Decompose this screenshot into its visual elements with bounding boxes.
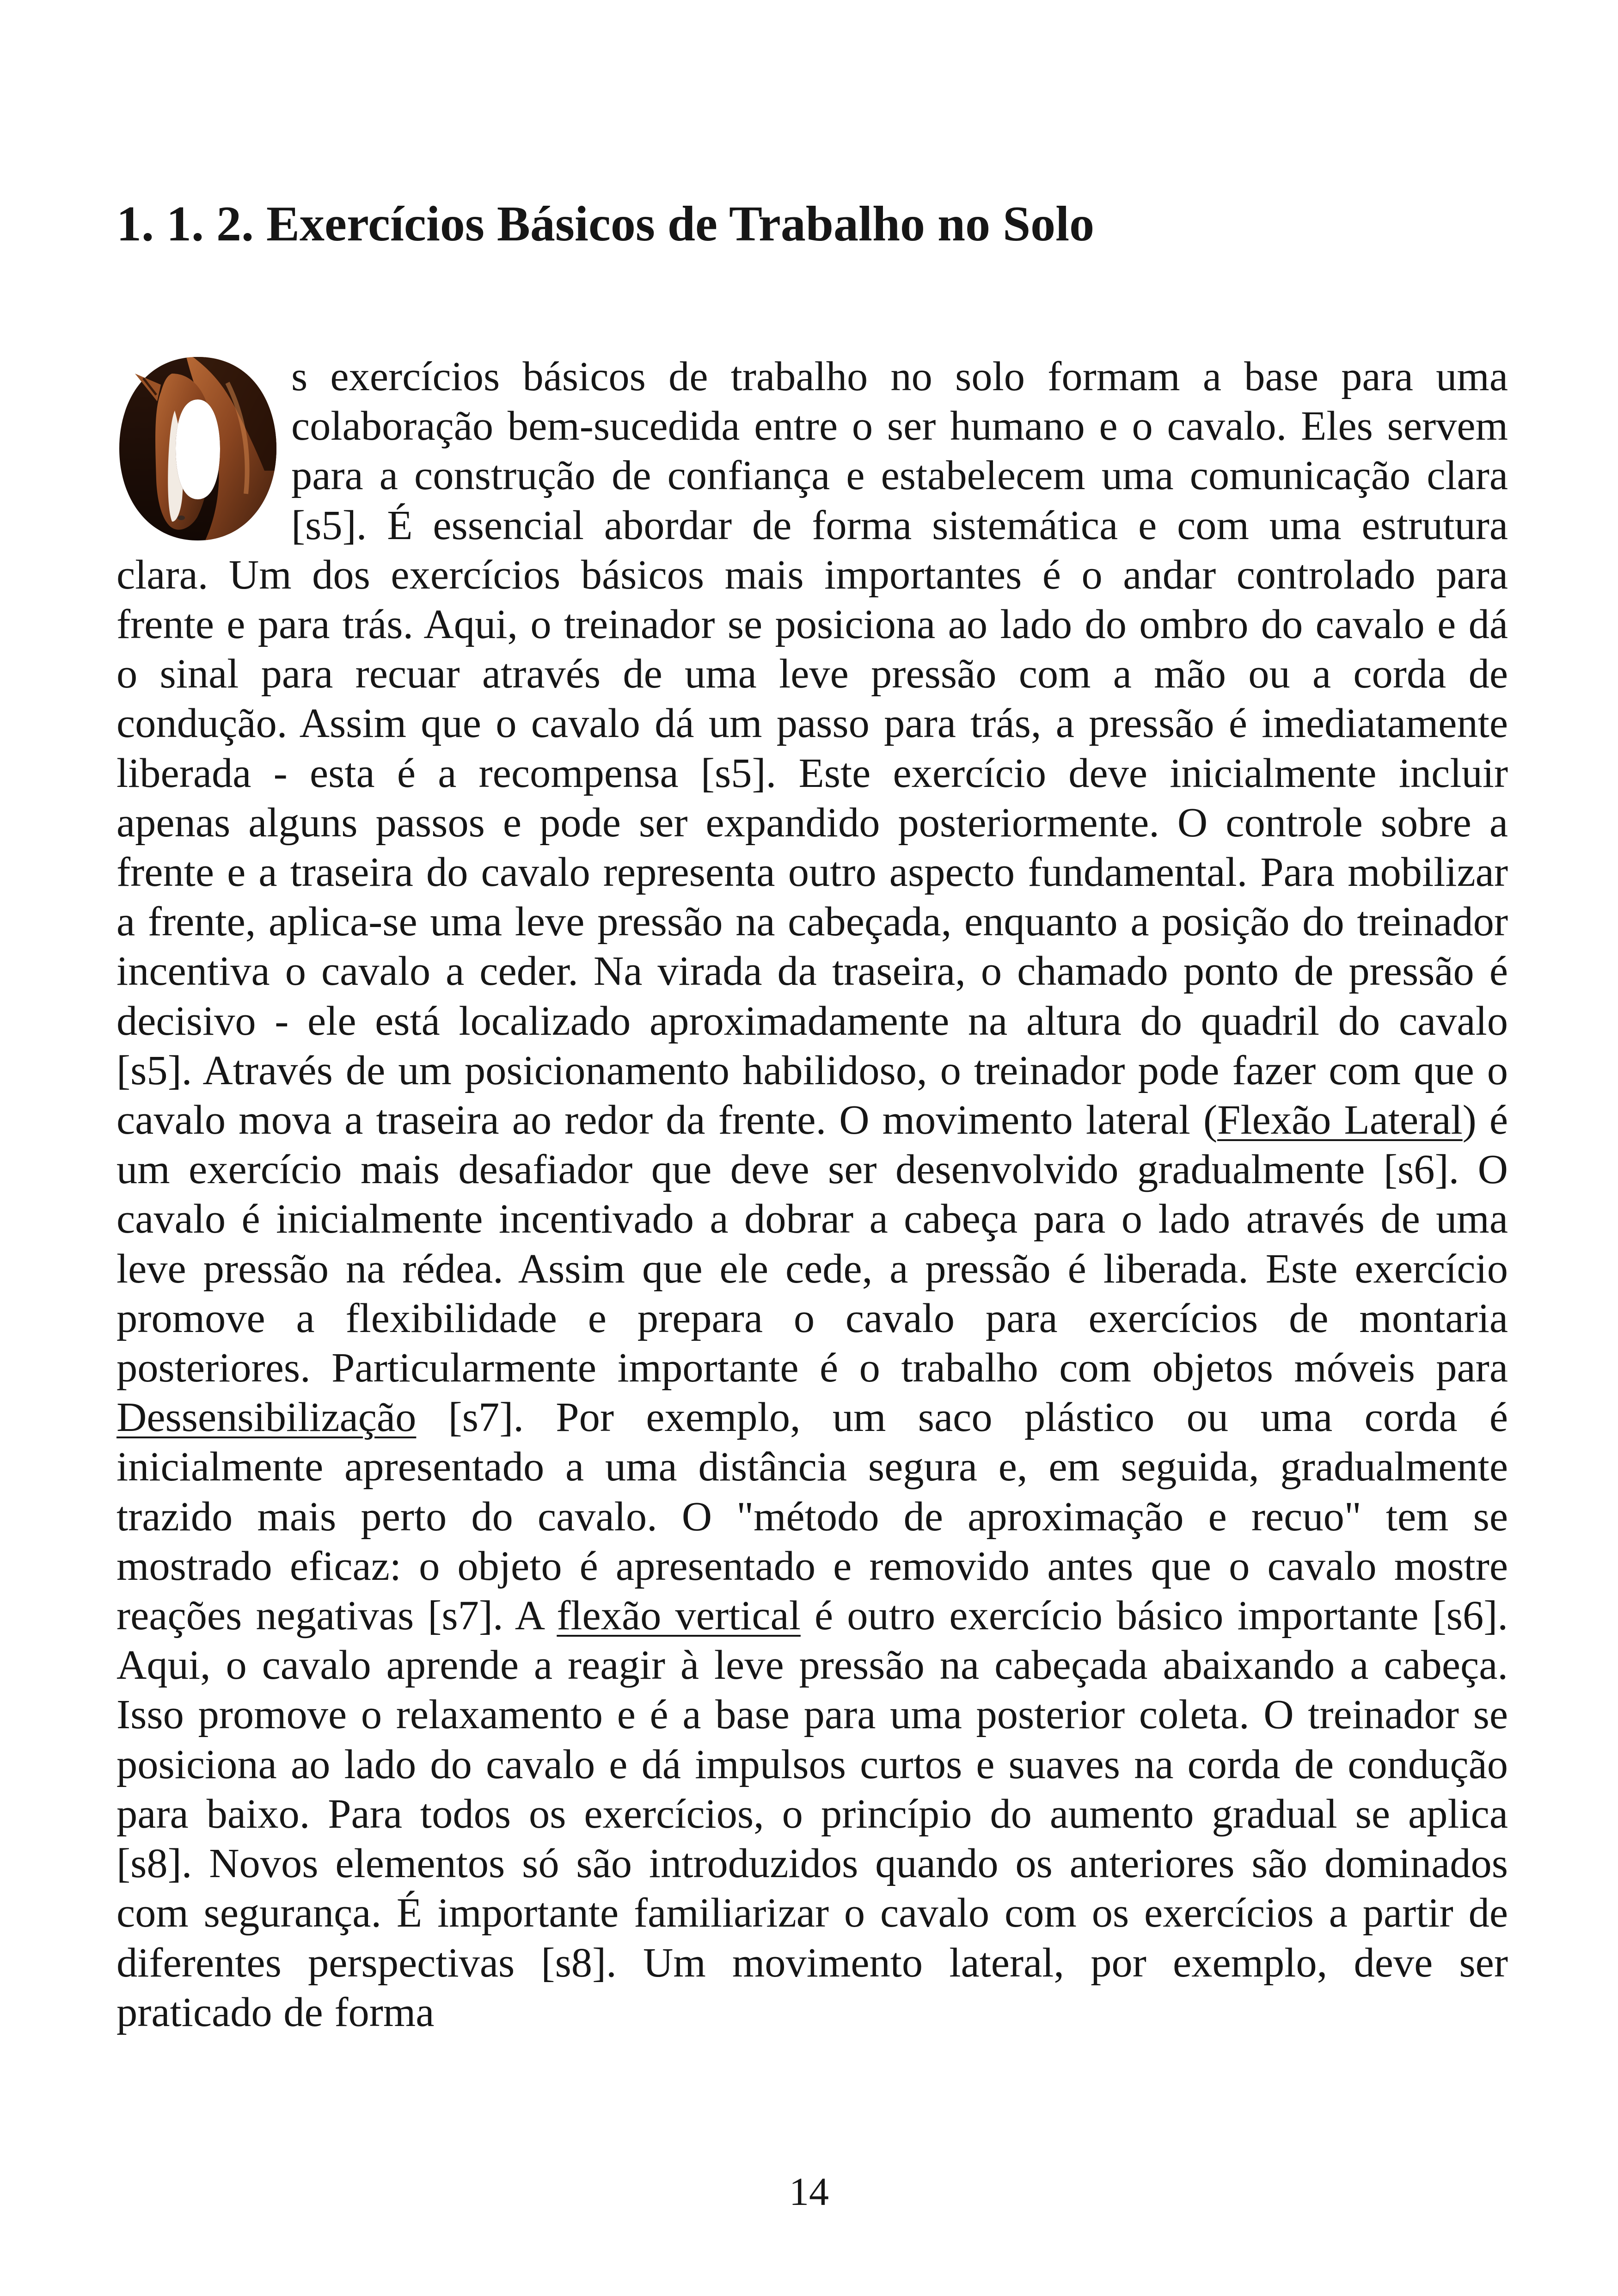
page-number: 14 — [789, 2169, 829, 2214]
section-heading: 1. 1. 2. Exercícios Básicos de Trabalho no Solo — [116, 196, 1095, 252]
body-text-part-4: é outro exercício básico importante [s6]. Aqui, o cavalo aprende a reagir à leve pressão na cabeçada abaixando a cabeça. Isso promove o relaxamento e é a base para uma posterior coleta. O treinador se posiciona ao lado do cavalo e dá impulsos curtos e suaves na corda de condução para baixo. Para todos os exercícios, o princípio do aumento gradual se aplica [s8]. Novos elementos só são introduzidos quando os anteriores são dominados com segurança. É importante familiarizar o cavalo com os exercícios a partir de diferentes perspectivas [s8]. Um movimento lateral, por exemplo, deve ser praticado de forma — [116, 1592, 1508, 2035]
horse-head-icon — [116, 355, 279, 542]
link-flexao-lateral[interactable]: Flexão Lateral — [1217, 1096, 1463, 1143]
link-flexao-vertical[interactable]: flexão vertical — [557, 1592, 801, 1639]
link-dessensibilizacao[interactable]: Dessensibilização — [116, 1394, 417, 1441]
body-text-part-1: s exercícios básicos de trabalho no solo formam a base para uma colaboração bem-sucedida entre o ser humano e o cavalo. Eles servem para a construção de confiança e estabelecem uma comunicação clara [s5]. É essencial abordar de forma sistemática e com uma estrutura clara. Um dos exercícios básicos mais importantes é o andar controlado para frente e para trás. Aqui, o treinador se posiciona ao lado do ombro do cavalo e dá o sinal para recuar através de uma leve pressão com a mão ou a corda de condução. Assim que o cavalo dá um passo para trás, a pressão é imediatamente liberada - esta é a recompensa [s5]. Este exercício deve inicialmente incluir apenas alguns passos e pode ser expandido posteriormente. O controle sobre a frente e a traseira do cavalo representa outro aspecto fundamental. Para mobilizar a frente, aplica-se uma leve pressão na cabeçada, enquanto a posição do treinador incentiva o cavalo a ceder. Na virada da traseira, o chamado ponto de pressão é decisivo - ele está localizado aproximadamente na altura do quadril do cavalo [s5]. Através de um posicionamento habilidoso, o treinador pode fazer com que o cavalo mova a traseira ao redor da frente. O movimento lateral ( — [116, 353, 1508, 1143]
drop-cap-o — [116, 355, 279, 542]
body-paragraph — [116, 351, 1508, 2037]
body-text-part-2: ) é um exercício mais desafiador que deve ser desenvolvido gradualmente [s6]. O cavalo é inicialmente incentivado a dobrar a cabeça para o lado através de uma leve pressão na rédea. Assim que ele cede, a pressão é liberada. Este exercício promove a flexibilidade e prepara o cavalo para exercícios de montaria posteriores. Particularmente importante é o trabalho com objetos móveis para — [116, 1096, 1508, 1391]
body-text-part-3: [s7]. Por exemplo, um saco plástico ou uma corda é inicialmente apresentado a uma distância segura e, em seguida, gradualmente trazido mais perto do cavalo. O "método de aproximação e recuo" tem se mostrado eficaz: o objeto é apresentado e removido antes que o cavalo mostre reações negativas [s7]. A — [116, 1394, 1508, 1639]
